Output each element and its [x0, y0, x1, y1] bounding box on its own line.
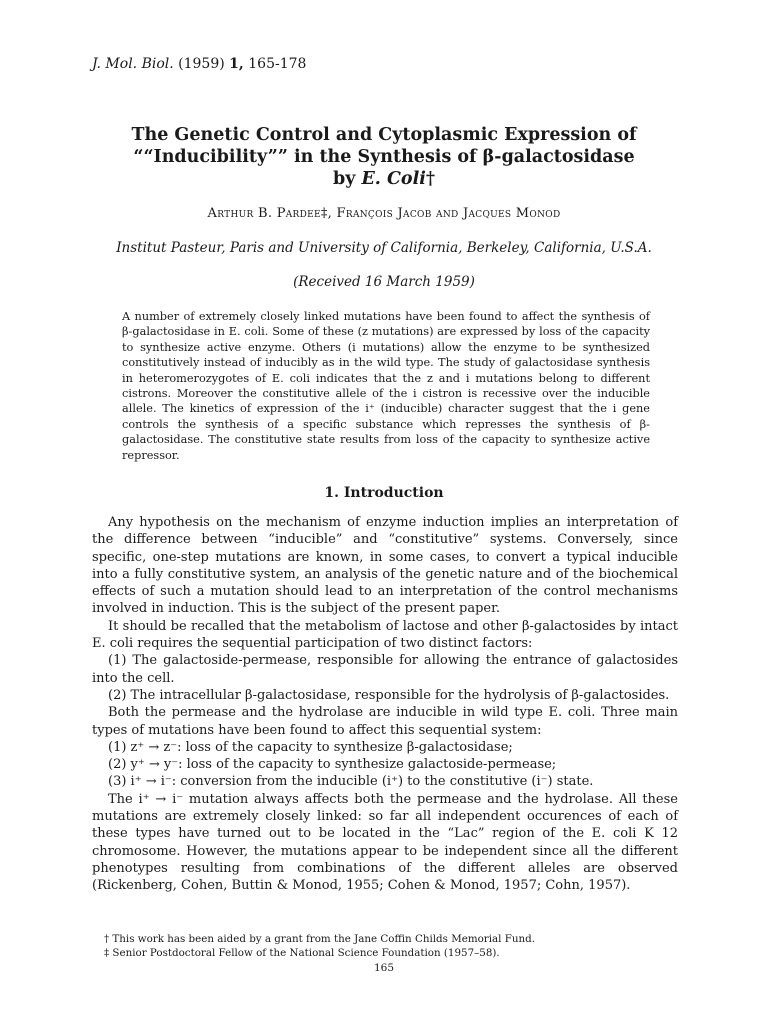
- author-list: Arthur B. Pardee‡, François Jacob and Jacques Monod: [207, 206, 561, 221]
- title-line-3-prefix: by: [332, 169, 362, 189]
- list-item: (1) z⁺ → z⁻: loss of the capacity to synthesize β-galactosidase;: [108, 739, 513, 755]
- paragraph: The i⁺ → i⁻ mutation always affects both the permease and the hydrolase. All these mutations are extremely closely linked: so far all independent occurences of each of these types have turned out to be located in the “Lac” region of the E. coli K 12 chromosome. However, the mutations appear to be independent since all the different phenotypes resulting from combinations of the different alleles are observed (Rickenberg, Cohen, Buttin & Monod, 1955; Cohen & Monod, 1957; Cohn, 1957).: [92, 791, 678, 894]
- list-item: (3) i⁺ → i⁻: conversion from the inducible (i⁺) to the constitutive (i⁻) state.: [108, 774, 594, 790]
- body-text: [92, 514, 678, 895]
- section-heading: 1. Introduction: [324, 485, 444, 501]
- footnotes: [104, 933, 664, 960]
- title-footnote-mark: †: [425, 169, 436, 189]
- footnote: ‡ Senior Postdoctoral Fellow of the National Science Foundation (1957–58).: [104, 946, 500, 959]
- title-line-2: ““Inducibility”” in the Synthesis of β-galactosidase: [133, 147, 635, 167]
- paragraph: It should be recalled that the metabolism of lactose and other β-galactosides by intact E. coli requires the sequential participation of two distinct factors:: [92, 618, 678, 652]
- abstract: A number of extremely closely linked mutations have been found to affect the synthesis of β-galactosidase in E. coli. Some of these (z mutations) are expressed by loss of the capacity to synthesize active enzyme. Others (i mutations) allow the enzyme to be synthesized constitutively instead of inducibly as in the wild type. The study of galactosidase synthesis in heteromerozygotes of E. coli indicates that the z and i mutations belong to different cistrons. Moreover the constitutive allele of the i cistron is recessive over the inducible allele. The kinetics of expression of the i⁺ (inducible) character suggest that the i gene controls the synthesis of a specific substance which represses the synthesis of β-galactosidase. The constitutive state results from loss of the capacity to synthesize active repressor.: [122, 310, 650, 462]
- journal-volume: 1,: [229, 56, 244, 72]
- journal-citation: [92, 56, 306, 72]
- journal-year: (1959): [178, 56, 225, 72]
- title-organism: E. Coli: [361, 169, 426, 189]
- page-number: 165: [373, 962, 395, 974]
- title-line-3: [60, 168, 708, 190]
- paragraph: Both the permease and the hydrolase are inducible in wild type E. coli. Three main types of mutations have been found to affect this sequential system:: [92, 705, 678, 738]
- journal-name: J. Mol. Biol.: [92, 56, 174, 72]
- paper-title: [60, 124, 708, 190]
- received-date: (Received 16 March 1959): [293, 274, 475, 290]
- paragraph: (2) The intracellular β-galactosidase, responsible for the hydrolysis of β-galactosides.: [108, 687, 670, 703]
- title-line-1: The Genetic Control and Cytoplasmic Expression of: [131, 125, 637, 145]
- footnote: † This work has been aided by a grant from the Jane Coffin Childs Memorial Fund.: [104, 933, 536, 945]
- paragraph: Any hypothesis on the mechanism of enzyme induction implies an interpretation of the difference between “inducible” and “constitutive” systems. Conversely, since specific, one-step mutations are known, in some cases, to convert a typical inducible into a fully constitutive system, an analysis of the genetic nature and of the biochemical effects of such a mutation should lead to an interpretation of the control mechanisms involved in induction. This is the subject of the present paper.: [92, 515, 678, 617]
- journal-pages: 165-178: [248, 56, 307, 72]
- affiliation: Institut Pasteur, Paris and University of California, Berkeley, California, U.S.A.: [116, 240, 652, 256]
- list-item: (2) y⁺ → y⁻: loss of the capacity to synthesize galactoside-permease;: [108, 757, 557, 773]
- paragraph: (1) The galactoside-permease, responsible for allowing the entrance of galactosides into the cell.: [92, 653, 678, 686]
